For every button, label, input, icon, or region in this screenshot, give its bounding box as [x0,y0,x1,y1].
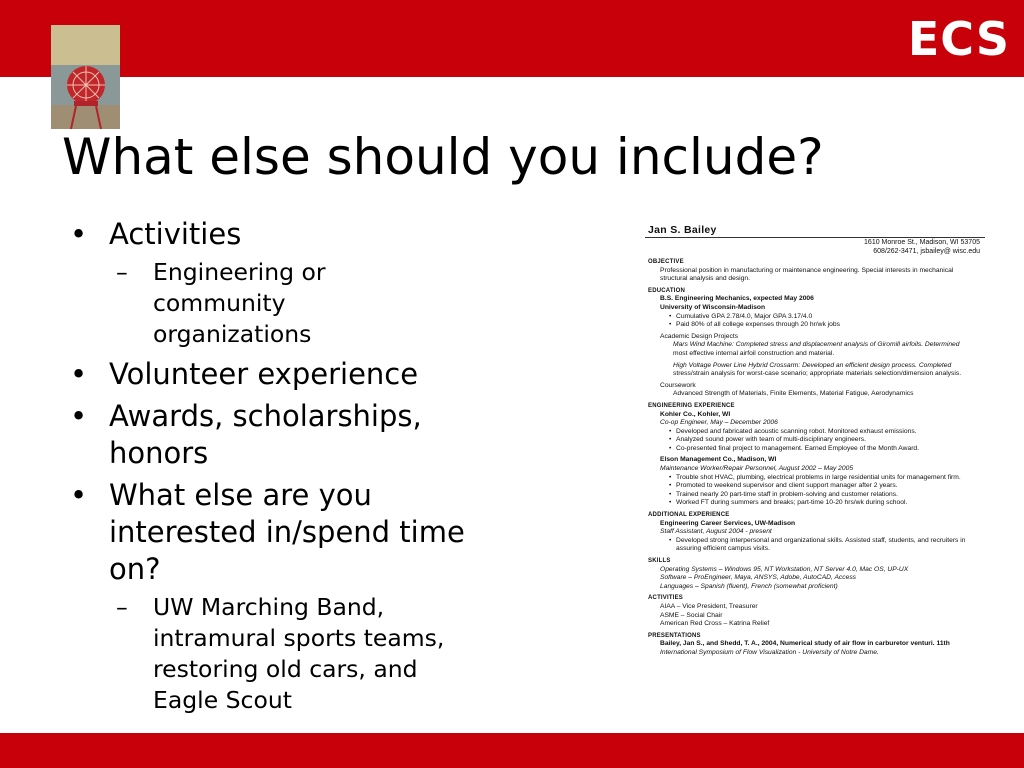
dash-marker: – [116,258,128,286]
resume-line: • Trained nearly 20 part-time staff in problem-solving and customer relations. [648,491,983,500]
resume-section-heading: ENGINEERING EXPERIENCE [648,402,735,409]
resume-line: Co-op Engineer, May – December 2006 [660,419,778,427]
footer-band [0,733,1024,768]
resume-line: Advanced Strength of Materials, Finite Elements, Material Fatigue, Aerodynamics [673,390,914,398]
bullet-item [70,356,490,393]
resume-line: Coursework [660,381,696,389]
bullet-text: What else are you interested in/spend time on? [109,478,465,586]
bullet-dot: • [70,478,88,512]
resume-line: • Developed strong interpersonal and organizational skills. Assisted staff, students, and recruiters in [648,537,983,546]
bullet-text: Awards, scholarships, honors [109,399,422,470]
resume-line: Academic Design Projects [660,332,739,340]
resume-section-heading: ADDITIONAL EXPERIENCE [648,512,730,519]
resume-line: Mars Wind Machine: Completed stress and displacement analysis of Giromill airfoils. Determined [673,341,960,349]
resume-line: Engineering Career Services, UW-Madison [660,519,796,527]
resume-line: • Promoted to weekend supervisor and client support manager after 2 years. [648,482,983,491]
slide-title: What else should you include? [62,128,824,186]
resume-section-heading: PRESENTATIONS [648,632,701,639]
dash-marker: – [116,593,128,621]
resume-body [648,255,983,658]
header-band [0,0,1024,77]
resume-line: High Voltage Power Line Hybrid Crossarm: Developed an efficient design process. Completed [673,361,952,369]
resume-line: University of Wisconsin-Madison [660,303,766,311]
sub-bullet-item [109,592,451,716]
sub-bullet-list [109,257,490,350]
bullet-item [70,216,490,350]
bullet-item [70,398,490,472]
bullet-item [70,477,490,716]
sub-bullet-item [109,257,451,350]
bullet-dot: • [70,399,88,433]
sub-bullet-text: UW Marching Band, intramural sports teams, restoring old cars, and Eagle Scout [153,593,445,714]
resume-line: Operating Systems – Windows 95, NT Workstation, NT Server 4.0, Mac OS, UP-UX [660,565,909,573]
resume-line: • Developed and fabricated acoustic scanning robot. Monitored exhaust emissions. [648,428,983,437]
resume-line: Maintenance Worker/Repair Personnel, August 2002 – May 2005 [660,465,854,473]
bullet-dot: • [70,357,88,391]
resume-line: Elson Management Co., Madison, WI [660,456,777,464]
resume-line: Bailey, Jan S., and Shedd, T. A., 2004, Numerical study of air flow in carburetor venturi. 11th [660,640,950,648]
resume-section-heading: ACTIVITIES [648,595,684,602]
ecs-logo: ECS [907,12,1010,66]
resume-line: Software – ProEngineer, Maya, ANSYS, Adobe, AutoCAD, Access [660,574,857,582]
resume-section-heading: OBJECTIVE [648,259,684,265]
resume-section-heading: EDUCATION [648,287,686,294]
resume-line: • Cumulative GPA 2.78/4.0, Major GPA 3.17/4.0 [648,313,983,322]
resume-line: AIAA – Vice President, Treasurer [660,602,758,610]
resume-line: assuring efficient campus visits. [676,545,770,553]
resume-line: American Red Cross – Katrina Relief [660,620,770,628]
chair-photo [51,25,120,129]
sub-bullet-text: Engineering or community organizations [153,258,326,348]
resume-line: Professional position in manufacturing or maintenance engineering. Special interests in mechanical [660,266,954,274]
bullet-dot: • [70,217,88,251]
resume-line: stress/strain analysis for worst-case scenario; appropriate materials selection/dimension analysis. [673,370,962,378]
resume-line: International Symposium of Flow Visualization - University of Notre Dame. [660,648,879,656]
sub-bullet-list [109,592,490,716]
resume-line: most effective internal airfoil construction and material. [673,349,835,357]
resume-line: • Paid 80% of all college expenses through 20 hr/wk jobs [648,321,983,330]
resume-line: ASME – Social Chair [660,611,723,619]
bullet-list [70,216,490,722]
bullet-text: Volunteer experience [109,357,419,391]
resume-address: 1610 Monroe St., Madison, WI 53705 608/262-3471, jsbailey@ wisc.edu [864,239,980,255]
resume-line: structural analysis and design. [660,275,750,283]
resume-image [645,222,985,677]
bullet-text: Activities [109,217,242,251]
resume-name: Jan S. Bailey [648,224,717,236]
resume-section-heading: SKILLS [648,558,671,564]
sunburst-chair-image [51,25,120,129]
resume-line: Kohler Co., Kohler, WI [660,410,731,418]
resume-line: • Trouble shot HVAC, plumbing, electrical problems in large residential units for management firm. [648,474,983,483]
resume-line: • Worked FT during summers and breaks; part-time 10-20 hrs/wk during school. [648,499,983,508]
resume-line: Staff Assistant, August 2004 - present [660,528,772,536]
resume-line: • Analyzed sound power with team of multi-disciplinary engineers. [648,436,983,445]
resume-line: Languages – Spanish (fluent), French (somewhat proficient) [660,582,838,590]
resume-line: B.S. Engineering Mechanics, expected May 2006 [660,295,814,303]
resume-line: • Co-presented final project to management. Earned Employee of the Month Award. [648,445,983,454]
